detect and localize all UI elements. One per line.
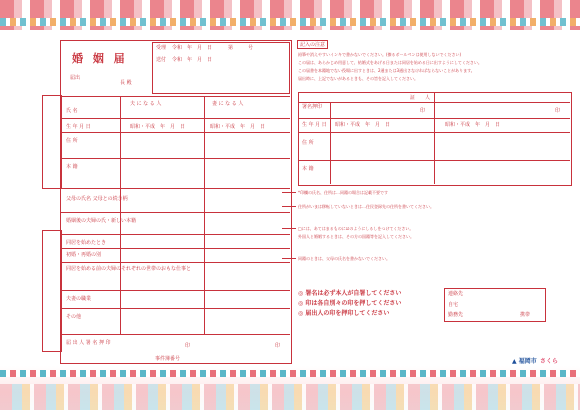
sent-date: 令和 年 月 日 <box>172 57 213 63</box>
section-signature: 届 出 人 署 名 押 印 <box>66 340 111 346</box>
note-line-3: この届書を本籍地でない役場に出すときは、2通または3通出さなければならないことがあります。 <box>298 68 475 73</box>
section-new-name: 婚姻後の夫婦の氏・新しい本籍 <box>66 218 137 224</box>
section-case-number: 事件簿番号 <box>155 356 181 362</box>
note-line-4: 届出時に、上記でないがあるときも、その旨を記入してください。 <box>298 76 418 81</box>
husband-header: 夫 に な る 人 <box>130 101 162 107</box>
section-birth: 生 年 月 日 <box>66 124 91 130</box>
wife-header: 妻 に な る 人 <box>212 101 244 107</box>
section-parents: 父母の氏名 父母との続き柄 <box>66 196 128 202</box>
wife-seal: 印 <box>275 343 281 349</box>
witness-birth-era-2: 昭和・平成 年 月 日 <box>445 122 501 128</box>
section-address: 住 所 <box>66 138 78 144</box>
side-note-3: □には、あてはまるものに☑のようにしるしをつけてください。 <box>298 226 414 231</box>
left-margin-box <box>42 95 62 189</box>
witness-seal-2: 印 <box>555 108 561 114</box>
contact-work: 勤務先 <box>448 312 464 318</box>
left-margin-box-2 <box>42 230 62 352</box>
contact-home: 自宅 <box>448 302 459 308</box>
witness-domicile: 本 籍 <box>302 166 314 172</box>
witness-birth: 生 年 月 日 <box>302 122 327 128</box>
husband-seal: 印 <box>185 343 191 349</box>
witness-seal-1: 印 <box>420 108 426 114</box>
witness-form <box>298 92 572 186</box>
notes-heading: 記入の注意 <box>297 40 328 49</box>
side-note-4: 外国人と婚姻するときは、その方の国籍等を記入してください。 <box>298 234 414 239</box>
bullet-3: ◎ 届出人の印を押印してください <box>298 310 390 317</box>
decorative-bottom-border <box>0 366 580 410</box>
received-date: 令和 年 月 日 <box>172 45 213 51</box>
contact-label: 連絡先 <box>448 291 464 297</box>
side-note-5: 同籍のときは、父母の氏名を書かないでください。 <box>298 256 390 261</box>
side-note-1: *印欄の氏名、住所は…同籍の場合は記載不要です <box>298 190 388 195</box>
section-domicile: 本 籍 <box>66 164 78 170</box>
number-label: 第 号 <box>228 45 254 51</box>
section-other: その他 <box>66 314 82 320</box>
wife-birth: 昭和・平成 年 月 日 <box>210 124 266 130</box>
section-occupation-household: 同居を始める前の夫婦のそれぞれの世帯のおもな仕事と <box>66 266 192 272</box>
side-note-2: 住所がいまは移転していないときは…住民登録先の住所を書いてください。 <box>298 204 434 209</box>
mayor-label: 長 殿 <box>120 80 132 86</box>
received-label: 受理 <box>156 45 167 51</box>
witness-address: 住 所 <box>302 140 314 146</box>
note-line-2: この届は、あらかじめ用意して、結婚式をあげる日または同居を始める日に出すようにしてください。 <box>298 60 482 65</box>
witness-sign: 署名押印 <box>302 104 323 110</box>
husband-birth: 昭和・平成 年 月 日 <box>130 124 186 130</box>
city-logo: ▲ 福岡市 <box>512 358 537 365</box>
witness-birth-era-1: 昭和・平成 年 月 日 <box>335 122 391 128</box>
sent-label: 送付 <box>156 57 167 63</box>
form-title: 婚 姻 届 <box>72 52 128 65</box>
decorative-top-border <box>0 0 580 30</box>
brand-logo: さくら <box>540 358 559 365</box>
contact-mobile: 携帯 <box>520 312 531 318</box>
submit-label: 届出 <box>70 75 81 81</box>
bullet-1: ◎ 署名は必ず本人が自署してください <box>298 290 402 297</box>
bullet-2: ◎ 印は各自別々の印を押してください <box>298 300 402 307</box>
witness-head: 証 人 <box>410 95 431 101</box>
section-cohabit: 同居を始めたとき <box>66 240 107 246</box>
note-line-1: 鉛筆や消えやすいインキで書かないでください。(擦るボールペンは使用しないでください) <box>298 52 462 57</box>
section-name: 氏 名 <box>66 108 78 114</box>
section-occupation: 夫妻の職業 <box>66 296 92 302</box>
section-first-marriage: 初婚・再婚の別 <box>66 252 102 258</box>
